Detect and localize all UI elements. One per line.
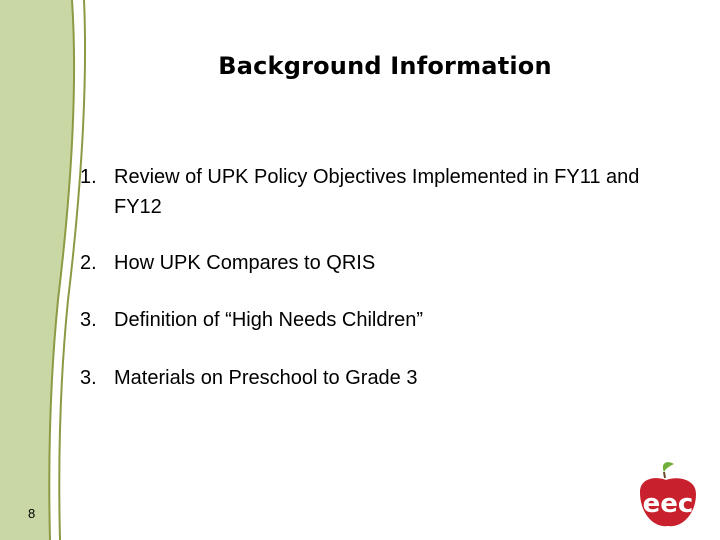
- list-item: [80, 305, 654, 335]
- page-number: 8: [28, 506, 36, 521]
- list-item-text: Review of UPK Policy Objectives Implemented in FY11 and FY12: [114, 166, 640, 218]
- list-item-number: 3.: [80, 367, 97, 389]
- slide-title: Background Information: [218, 52, 552, 80]
- list-item-text: Definition of “High Needs Children”: [114, 309, 424, 331]
- left-decorative-band: [0, 0, 90, 540]
- list-item: [80, 363, 654, 393]
- list-item-number: 2.: [80, 252, 97, 274]
- logo-text: eec: [642, 489, 694, 519]
- list-item-number: 1.: [80, 166, 97, 188]
- list-item: [80, 162, 654, 222]
- list-item: [80, 248, 654, 278]
- decorative-stripes-icon: [0, 0, 90, 540]
- list-item-text: How UPK Compares to QRIS: [114, 252, 376, 274]
- apple-logo-icon: [630, 458, 706, 530]
- list-item-text: Materials on Preschool to Grade 3: [114, 367, 418, 389]
- list-item-number: 3.: [80, 309, 97, 331]
- eec-logo: [630, 458, 706, 530]
